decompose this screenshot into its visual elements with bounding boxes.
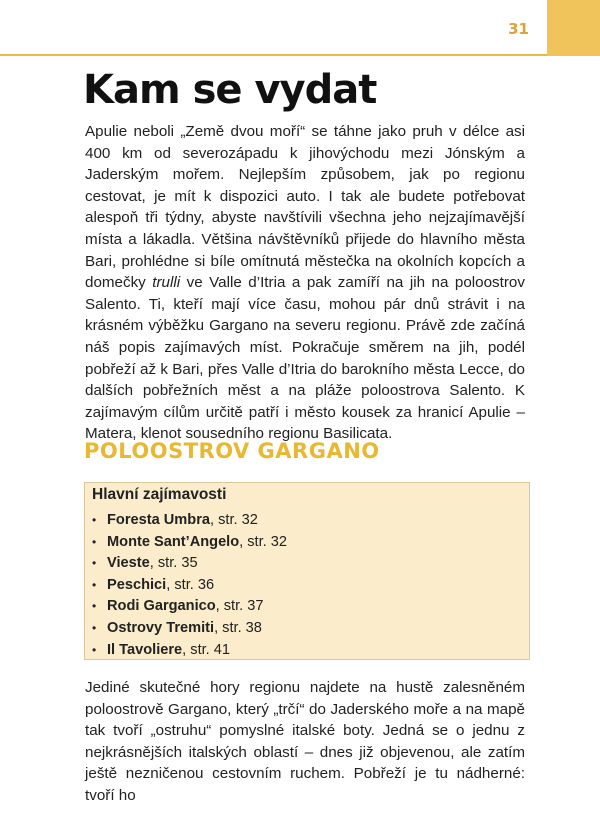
highlight-item [85,618,287,640]
intro-text-1: Apulie neboli „Země dvou moří“ se táhne jako pruh v délce asi 400 km od severozápadu k jihovýchodu mezi Jónským a Jaderským mořem. Nejlepším způsobem, jak po regionu cestovat, je mít k dispozici auto. I tak ale budete potřebovat alespoň tři týdny, abyste navštívili všechna jeho nejzajímavější místa a lákadla. Většina návštěvníků přijede do hlavního města Bari, prohlédne si bíle omítnutá městečka na okolních kopcích a domečky [85,123,525,292]
highlight-name: Ostrovy Tremiti [107,619,215,636]
bullet-icon: • [92,534,97,549]
bullet-icon: • [92,620,97,635]
highlight-item [85,596,287,618]
intro-italic-term: trulli [152,274,181,292]
bullet-icon: • [92,642,97,657]
highlights-list [85,510,287,661]
highlight-ref: , str. 41 [182,641,231,658]
highlight-name: Monte Sant’Angelo [107,533,240,550]
highlight-item [85,532,287,554]
intro-paragraph [85,121,525,445]
body-paragraph: Jediné skutečné hory regionu najdete na hustě zalesněném poloostrově Gargano, který „trčí“ do Jaderského moře a na mapě tak tvoří „ostruhu“ pomyslné italské boty. Jedná se o jednu z nejkrásnějších italských oblastí – dnes již objevenou, ale zatím ještě nezničenou cestovním ruchem. Pobřeží je tu nádherné: tvoří ho [85,679,525,804]
highlight-name: Vieste [107,555,150,572]
bullet-icon: • [92,599,97,614]
highlight-name: Peschici [107,576,167,593]
bullet-icon: • [92,556,97,571]
highlights-box [84,482,530,660]
page-title: Kam se vydat [83,67,377,113]
highlight-item [85,510,287,532]
highlight-ref: , str. 35 [149,555,198,572]
page-number: 31 [508,20,529,38]
highlight-name: Foresta Umbra [107,512,210,528]
highlight-name: Rodi Garganico [107,598,216,615]
highlight-item [85,640,287,662]
bullet-icon: • [92,513,97,527]
header-rule [0,54,547,56]
highlight-item [85,553,287,575]
highlight-ref: , str. 36 [166,576,215,593]
intro-text-2: ve Valle d’Itria a pak zamíří na jih na poloostrov Salento. Ti, kteří mají více času, mohou pár dnů strávit i na krásném výběžku Gargano na severu regionu. Právě zde začíná náš popis zajímavých míst. Pokračuje směrem na jih, podél pobřeží až k Bari, přes Valle d’Itria do barokního města Lecce, do dalších pobřežních měst a na pláže poloostrova Salento. K zajímavým cílům určitě patří i město kousek za hranicí Apulie – Matera, klenot sousedního regionu Basilicata. [85,274,525,443]
highlight-ref: , str. 32 [210,512,258,528]
highlight-ref: , str. 37 [215,598,264,615]
highlight-item [85,575,287,597]
bullet-icon: • [92,577,97,592]
highlight-ref: , str. 38 [214,619,262,636]
highlights-title: Hlavní zajímavosti [92,486,227,503]
section-heading: POLOOSTROV GARGANO [84,439,380,463]
highlight-ref: , str. 32 [239,533,288,550]
page-tab [547,0,600,56]
highlight-name: Il Tavoliere [107,641,183,658]
